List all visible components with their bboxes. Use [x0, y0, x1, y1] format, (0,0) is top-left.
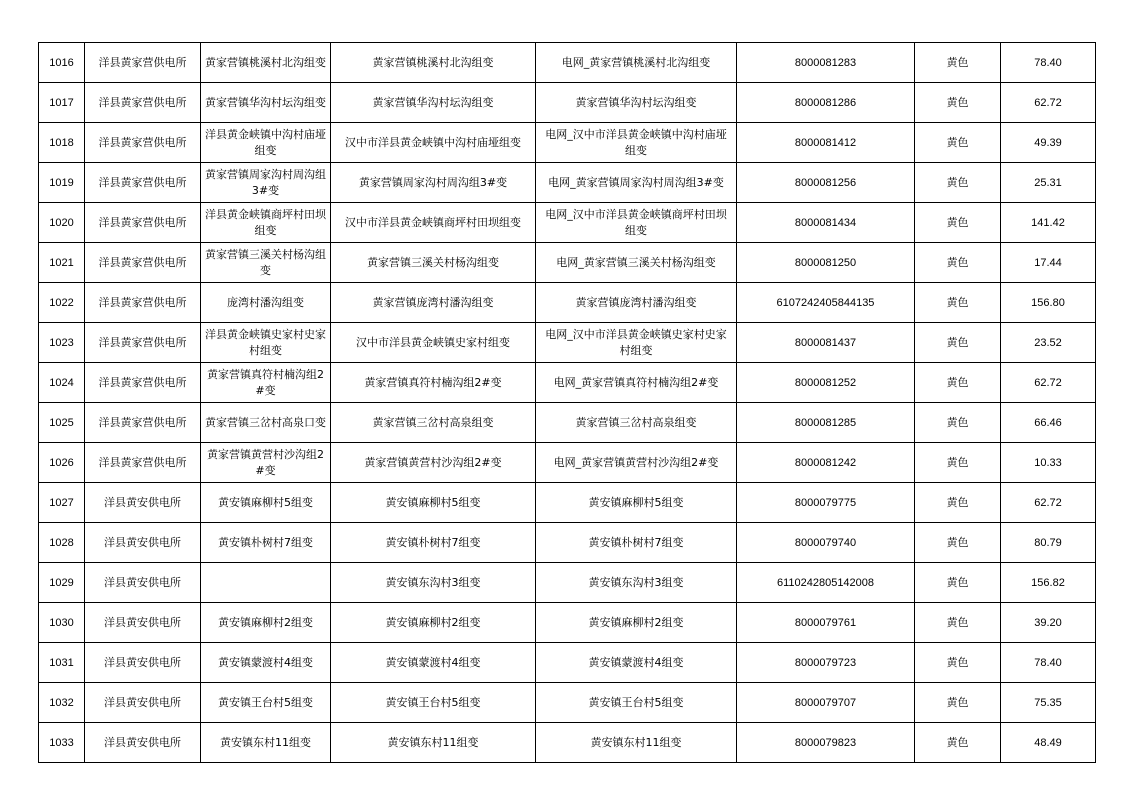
cell-warning-level: 黄色	[915, 203, 1001, 243]
table-row	[39, 363, 1096, 403]
table-row	[39, 323, 1096, 363]
cell-value: 23.52	[1001, 323, 1096, 363]
cell-warning-level: 黄色	[915, 123, 1001, 163]
cell-index: 1028	[39, 523, 85, 563]
cell-value: 62.72	[1001, 363, 1096, 403]
cell-transformer-name: 黄安镇麻柳村2组变	[201, 603, 331, 643]
cell-transformer-full-name: 黄家营镇华沟村坛沟组变	[331, 83, 536, 123]
cell-warning-level: 黄色	[915, 523, 1001, 563]
cell-index: 1033	[39, 723, 85, 763]
cell-value: 156.82	[1001, 563, 1096, 603]
cell-warning-level: 黄色	[915, 603, 1001, 643]
cell-warning-level: 黄色	[915, 643, 1001, 683]
cell-transformer-name: 黄安镇朴树村7组变	[201, 523, 331, 563]
cell-grid-name: 电网_黄家营镇真符村楠沟组2#变	[536, 363, 737, 403]
cell-meter-code: 6110242805142008	[737, 563, 915, 603]
cell-index: 1016	[39, 43, 85, 83]
cell-transformer-full-name: 黄安镇朴树村7组变	[331, 523, 536, 563]
cell-warning-level: 黄色	[915, 363, 1001, 403]
cell-index: 1018	[39, 123, 85, 163]
cell-meter-code: 8000081437	[737, 323, 915, 363]
table-row	[39, 723, 1096, 763]
cell-value: 10.33	[1001, 443, 1096, 483]
cell-transformer-name: 庞湾村潘沟组变	[201, 283, 331, 323]
cell-supply-office: 洋县黄家营供电所	[85, 403, 201, 443]
cell-grid-name: 黄家营镇华沟村坛沟组变	[536, 83, 737, 123]
cell-meter-code: 8000079823	[737, 723, 915, 763]
cell-warning-level: 黄色	[915, 683, 1001, 723]
cell-grid-name: 电网_黄家营镇黄营村沙沟组2#变	[536, 443, 737, 483]
cell-meter-code: 8000079775	[737, 483, 915, 523]
cell-transformer-name: 黄安镇王台村5组变	[201, 683, 331, 723]
cell-index: 1031	[39, 643, 85, 683]
cell-meter-code: 8000081412	[737, 123, 915, 163]
cell-transformer-name: 洋县黄金峡镇商坪村田坝组变	[201, 203, 331, 243]
cell-warning-level: 黄色	[915, 83, 1001, 123]
cell-value: 156.80	[1001, 283, 1096, 323]
cell-transformer-full-name: 黄家营镇真符村楠沟组2#变	[331, 363, 536, 403]
cell-transformer-name: 黄家营镇三溪关村杨沟组变	[201, 243, 331, 283]
cell-warning-level: 黄色	[915, 243, 1001, 283]
cell-transformer-name: 洋县黄金峡镇中沟村庙垭组变	[201, 123, 331, 163]
table-row	[39, 403, 1096, 443]
cell-supply-office: 洋县黄安供电所	[85, 523, 201, 563]
cell-transformer-full-name: 黄安镇王台村5组变	[331, 683, 536, 723]
cell-meter-code: 8000079723	[737, 643, 915, 683]
cell-index: 1025	[39, 403, 85, 443]
cell-value: 49.39	[1001, 123, 1096, 163]
cell-transformer-full-name: 汉中市洋县黄金峡镇商坪村田坝组变	[331, 203, 536, 243]
table-body	[39, 43, 1096, 763]
cell-transformer-full-name: 黄家营镇黄营村沙沟组2#变	[331, 443, 536, 483]
cell-warning-level: 黄色	[915, 563, 1001, 603]
cell-index: 1024	[39, 363, 85, 403]
cell-transformer-full-name: 汉中市洋县黄金峡镇中沟村庙垭组变	[331, 123, 536, 163]
table-row	[39, 283, 1096, 323]
cell-warning-level: 黄色	[915, 723, 1001, 763]
cell-value: 75.35	[1001, 683, 1096, 723]
cell-transformer-name: 黄家营镇三岔村高泉口变	[201, 403, 331, 443]
cell-value: 62.72	[1001, 483, 1096, 523]
cell-index: 1032	[39, 683, 85, 723]
cell-meter-code: 8000079761	[737, 603, 915, 643]
cell-meter-code: 8000081286	[737, 83, 915, 123]
cell-transformer-name: 洋县黄金峡镇史家村史家村组变	[201, 323, 331, 363]
cell-transformer-full-name: 黄安镇麻柳村2组变	[331, 603, 536, 643]
cell-transformer-name: 黄安镇东村11组变	[201, 723, 331, 763]
table-row	[39, 523, 1096, 563]
cell-meter-code: 8000081283	[737, 43, 915, 83]
cell-meter-code: 6107242405844135	[737, 283, 915, 323]
cell-transformer-name: 黄家营镇华沟村坛沟组变	[201, 83, 331, 123]
cell-grid-name: 电网_汉中市洋县黄金峡镇商坪村田坝组变	[536, 203, 737, 243]
cell-meter-code: 8000079740	[737, 523, 915, 563]
cell-warning-level: 黄色	[915, 403, 1001, 443]
cell-grid-name: 电网_汉中市洋县黄金峡镇史家村史家村组变	[536, 323, 737, 363]
cell-supply-office: 洋县黄家营供电所	[85, 443, 201, 483]
cell-transformer-full-name: 黄家营镇桃溪村北沟组变	[331, 43, 536, 83]
cell-supply-office: 洋县黄家营供电所	[85, 83, 201, 123]
cell-transformer-full-name: 黄安镇东沟村3组变	[331, 563, 536, 603]
cell-transformer-name: 黄安镇麻柳村5组变	[201, 483, 331, 523]
cell-transformer-name: 黄家营镇真符村楠沟组2#变	[201, 363, 331, 403]
cell-value: 39.20	[1001, 603, 1096, 643]
cell-supply-office: 洋县黄家营供电所	[85, 163, 201, 203]
cell-grid-name: 黄安镇朴树村7组变	[536, 523, 737, 563]
table-row	[39, 603, 1096, 643]
cell-transformer-name	[201, 563, 331, 603]
cell-meter-code: 8000081250	[737, 243, 915, 283]
cell-transformer-full-name: 黄安镇麻柳村5组变	[331, 483, 536, 523]
table-row	[39, 123, 1096, 163]
cell-supply-office: 洋县黄家营供电所	[85, 363, 201, 403]
cell-index: 1029	[39, 563, 85, 603]
cell-grid-name: 黄安镇王台村5组变	[536, 683, 737, 723]
table-row	[39, 483, 1096, 523]
cell-transformer-full-name: 黄安镇蒙渡村4组变	[331, 643, 536, 683]
cell-supply-office: 洋县黄安供电所	[85, 683, 201, 723]
cell-meter-code: 8000081252	[737, 363, 915, 403]
cell-supply-office: 洋县黄家营供电所	[85, 123, 201, 163]
cell-supply-office: 洋县黄家营供电所	[85, 323, 201, 363]
cell-transformer-name: 黄家营镇桃溪村北沟组变	[201, 43, 331, 83]
cell-value: 78.40	[1001, 643, 1096, 683]
table-row	[39, 43, 1096, 83]
cell-value: 66.46	[1001, 403, 1096, 443]
cell-value: 17.44	[1001, 243, 1096, 283]
cell-value: 78.40	[1001, 43, 1096, 83]
cell-index: 1021	[39, 243, 85, 283]
cell-grid-name: 黄安镇麻柳村5组变	[536, 483, 737, 523]
cell-grid-name: 电网_黄家营镇桃溪村北沟组变	[536, 43, 737, 83]
cell-supply-office: 洋县黄家营供电所	[85, 203, 201, 243]
cell-warning-level: 黄色	[915, 323, 1001, 363]
cell-index: 1022	[39, 283, 85, 323]
cell-supply-office: 洋县黄家营供电所	[85, 243, 201, 283]
cell-transformer-full-name: 黄安镇东村11组变	[331, 723, 536, 763]
cell-index: 1017	[39, 83, 85, 123]
table-row	[39, 643, 1096, 683]
cell-transformer-full-name: 黄家营镇三溪关村杨沟组变	[331, 243, 536, 283]
cell-transformer-full-name: 汉中市洋县黄金峡镇史家村组变	[331, 323, 536, 363]
cell-meter-code: 8000081256	[737, 163, 915, 203]
cell-grid-name: 黄安镇东村11组变	[536, 723, 737, 763]
table-row	[39, 243, 1096, 283]
cell-index: 1019	[39, 163, 85, 203]
table-row	[39, 83, 1096, 123]
cell-supply-office: 洋县黄家营供电所	[85, 43, 201, 83]
cell-transformer-full-name: 黄家营镇三岔村高泉组变	[331, 403, 536, 443]
cell-transformer-name: 黄家营镇黄营村沙沟组2#变	[201, 443, 331, 483]
cell-transformer-full-name: 黄家营镇周家沟村周沟组3#变	[331, 163, 536, 203]
cell-warning-level: 黄色	[915, 43, 1001, 83]
cell-transformer-name: 黄安镇蒙渡村4组变	[201, 643, 331, 683]
cell-supply-office: 洋县黄家营供电所	[85, 283, 201, 323]
table-row	[39, 563, 1096, 603]
cell-warning-level: 黄色	[915, 163, 1001, 203]
cell-value: 141.42	[1001, 203, 1096, 243]
cell-warning-level: 黄色	[915, 443, 1001, 483]
cell-grid-name: 黄安镇麻柳村2组变	[536, 603, 737, 643]
cell-grid-name: 黄安镇蒙渡村4组变	[536, 643, 737, 683]
cell-transformer-name: 黄家营镇周家沟村周沟组3#变	[201, 163, 331, 203]
table-row	[39, 163, 1096, 203]
cell-meter-code: 8000081434	[737, 203, 915, 243]
cell-warning-level: 黄色	[915, 483, 1001, 523]
cell-value: 62.72	[1001, 83, 1096, 123]
table-row	[39, 203, 1096, 243]
cell-value: 48.49	[1001, 723, 1096, 763]
cell-meter-code: 8000081285	[737, 403, 915, 443]
cell-value: 80.79	[1001, 523, 1096, 563]
cell-grid-name: 黄家营镇庞湾村潘沟组变	[536, 283, 737, 323]
cell-grid-name: 黄家营镇三岔村高泉组变	[536, 403, 737, 443]
cell-grid-name: 电网_黄家营镇三溪关村杨沟组变	[536, 243, 737, 283]
cell-index: 1030	[39, 603, 85, 643]
cell-meter-code: 8000079707	[737, 683, 915, 723]
cell-supply-office: 洋县黄安供电所	[85, 563, 201, 603]
cell-index: 1026	[39, 443, 85, 483]
data-table-container	[38, 42, 1096, 763]
cell-supply-office: 洋县黄安供电所	[85, 723, 201, 763]
cell-index: 1027	[39, 483, 85, 523]
table-row	[39, 683, 1096, 723]
cell-warning-level: 黄色	[915, 283, 1001, 323]
cell-index: 1020	[39, 203, 85, 243]
cell-meter-code: 8000081242	[737, 443, 915, 483]
cell-index: 1023	[39, 323, 85, 363]
cell-grid-name: 电网_汉中市洋县黄金峡镇中沟村庙垭组变	[536, 123, 737, 163]
table-row	[39, 443, 1096, 483]
cell-supply-office: 洋县黄安供电所	[85, 483, 201, 523]
transformer-table	[38, 42, 1096, 763]
cell-supply-office: 洋县黄安供电所	[85, 603, 201, 643]
cell-value: 25.31	[1001, 163, 1096, 203]
cell-transformer-full-name: 黄家营镇庞湾村潘沟组变	[331, 283, 536, 323]
cell-supply-office: 洋县黄安供电所	[85, 643, 201, 683]
cell-grid-name: 电网_黄家营镇周家沟村周沟组3#变	[536, 163, 737, 203]
cell-grid-name: 黄安镇东沟村3组变	[536, 563, 737, 603]
